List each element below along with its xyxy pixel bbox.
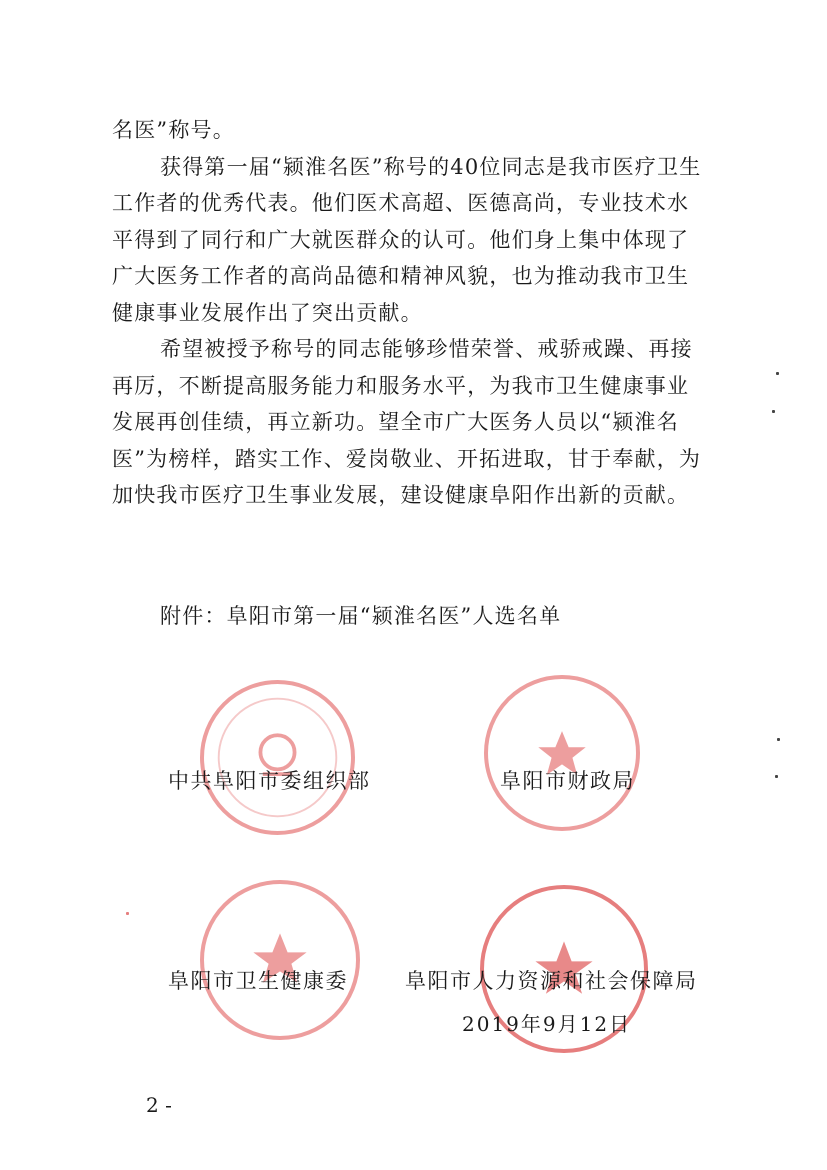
seal-finance-bureau-icon <box>484 675 640 831</box>
page-number: 2 - <box>146 1093 172 1117</box>
scan-speck <box>777 738 780 741</box>
scan-speck <box>126 912 129 915</box>
signature-finance-bureau: 阜阳市财政局 <box>500 769 635 793</box>
paragraph-continuation: 名医”称号。 <box>112 118 235 142</box>
scan-speck <box>772 410 775 413</box>
body-text <box>112 112 702 514</box>
signature-health-commission: 阜阳市卫生健康委 <box>168 969 348 993</box>
paragraph-2: 希望被授予称号的同志能够珍惜荣誉、戒骄戒躁、再接再厉，不断提高服务能力和服务水平，为我市卫生健康事业发展再创佳绩，再立新功。望全市广大医务人员以“颍淮名医”为榜样，踏实工作、爱岗敬业、开拓进取，甘于奉献，为加快我市医疗卫生事业发展，建设健康阜阳作出新的贡献。 <box>112 337 702 507</box>
issue-date: 2019年9月12日 <box>462 1012 632 1036</box>
paragraph-1: 获得第一届“颍淮名医”称号的40位同志是我市医疗卫生工作者的优秀代表。他们医术高超、医德高尚，专业技术水平得到了同行和广大就医群众的认可。他们身上集中体现了广大医务工作者的高尚品德和精神风貌，也为推动我市卫生健康事业发展作出了突出贡献。 <box>112 154 702 325</box>
seal-organization-dept-icon <box>200 680 355 835</box>
signature-hr-social-security: 阜阳市人力资源和社会保障局 <box>405 969 698 993</box>
attachment-line: 附件：阜阳市第一届“颍淮名医”人选名单 <box>160 604 562 628</box>
seal-health-commission-icon <box>200 880 360 1040</box>
signature-organization-dept: 中共阜阳市委组织部 <box>168 769 371 793</box>
scan-speck <box>775 775 778 778</box>
scan-speck <box>776 372 779 375</box>
